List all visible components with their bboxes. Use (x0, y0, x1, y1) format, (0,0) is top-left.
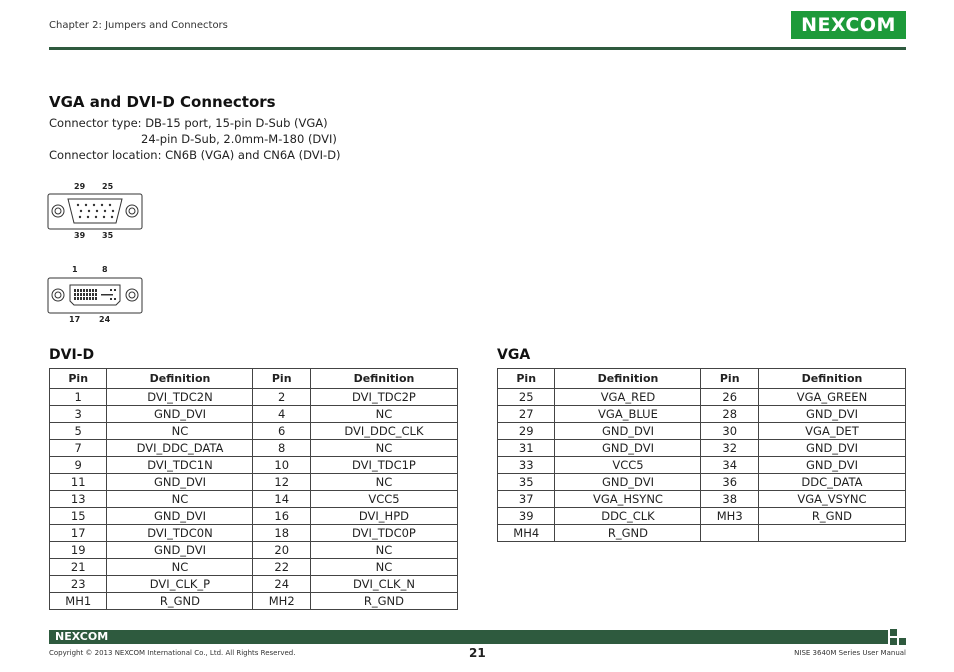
definition-cell: GND_DVI (555, 440, 701, 457)
vga-pin-label: 25 (102, 182, 114, 191)
pin-cell: 36 (701, 474, 758, 491)
table-row (50, 508, 458, 525)
nexcom-logo (791, 11, 906, 39)
connector-type-line-2: 24-pin D-Sub, 2.0mm-M-180 (DVI) (141, 132, 337, 146)
definition-cell: DVI_TDC2P (310, 389, 457, 406)
pin-cell: 23 (50, 576, 107, 593)
definition-cell: VGA_BLUE (555, 406, 701, 423)
footer-bar (49, 630, 888, 644)
pin-cell: 1 (50, 389, 107, 406)
table-row (50, 440, 458, 457)
table-row (50, 576, 458, 593)
pin-cell: 26 (701, 389, 758, 406)
definition-cell: DVI_CLK_N (310, 576, 457, 593)
definition-cell: DVI_TDC1N (107, 457, 253, 474)
definition-cell: DVI_TDC2N (107, 389, 253, 406)
table-row (498, 525, 906, 542)
pin-cell: 39 (498, 508, 555, 525)
section-title: VGA and DVI-D Connectors (49, 93, 276, 111)
pin-cell: 11 (50, 474, 107, 491)
column-header: Pin (253, 369, 310, 389)
pin-cell: 28 (701, 406, 758, 423)
definition-cell: GND_DVI (107, 542, 253, 559)
definition-cell: GND_DVI (555, 474, 701, 491)
definition-cell: NC (107, 559, 253, 576)
table-header-row (498, 369, 906, 389)
pin-cell: 38 (701, 491, 758, 508)
dvi-pin-label: 17 (69, 315, 81, 324)
table-row (498, 508, 906, 525)
definition-cell: R_GND (758, 508, 905, 525)
definition-cell: DVI_TDC1P (310, 457, 457, 474)
pin-cell: 10 (253, 457, 310, 474)
vga-pinout-table (497, 368, 906, 542)
table-row (498, 389, 906, 406)
table-row (50, 389, 458, 406)
definition-cell: GND_DVI (758, 440, 905, 457)
definition-cell: DVI_TDC0N (107, 525, 253, 542)
definition-cell: VGA_RED (555, 389, 701, 406)
definition-cell: DVI_DDC_DATA (107, 440, 253, 457)
definition-cell: VCC5 (555, 457, 701, 474)
definition-cell: VGA_GREEN (758, 389, 905, 406)
vga-connector-diagram (47, 193, 143, 230)
definition-cell: R_GND (310, 593, 457, 610)
definition-cell: GND_DVI (555, 423, 701, 440)
column-header: Definition (310, 369, 457, 389)
chapter-title: Chapter 2: Jumpers and Connectors (49, 20, 228, 31)
definition-cell: R_GND (107, 593, 253, 610)
pin-cell: 19 (50, 542, 107, 559)
table-row (50, 542, 458, 559)
table-row (50, 559, 458, 576)
pin-cell: 4 (253, 406, 310, 423)
definition-cell: GND_DVI (758, 406, 905, 423)
dvi-pin-label: 24 (99, 315, 111, 324)
table-row (50, 474, 458, 491)
definition-cell: VGA_HSYNC (555, 491, 701, 508)
vga-pin-label: 29 (74, 182, 86, 191)
table-row (50, 525, 458, 542)
vga-table-title: VGA (497, 347, 531, 363)
pin-cell: 13 (50, 491, 107, 508)
pin-cell: 33 (498, 457, 555, 474)
column-header: Definition (555, 369, 701, 389)
definition-cell: GND_DVI (107, 474, 253, 491)
logo-text: NEXCOM (801, 14, 896, 36)
copyright-text: Copyright © 2013 NEXCOM International Co., Ltd. All Rights Reserved. (49, 649, 296, 657)
definition-cell: DVI_HPD (310, 508, 457, 525)
pin-cell: 14 (253, 491, 310, 508)
pin-cell: 35 (498, 474, 555, 491)
pin-cell: 8 (253, 440, 310, 457)
table-row (498, 457, 906, 474)
vga-pin-label: 35 (102, 231, 114, 240)
table-row (50, 406, 458, 423)
manual-name: NISE 3640M Series User Manual (794, 649, 906, 657)
footer-logo: NEXCOM (55, 630, 109, 643)
pin-cell: 16 (253, 508, 310, 525)
definition-cell: NC (310, 474, 457, 491)
pin-cell: MH3 (701, 508, 758, 525)
header-rule (49, 47, 906, 50)
definition-cell: DVI_TDC0P (310, 525, 457, 542)
table-row (498, 440, 906, 457)
pin-cell: 6 (253, 423, 310, 440)
dvi-table-title: DVI-D (49, 347, 95, 363)
pin-cell: 21 (50, 559, 107, 576)
pin-cell: 29 (498, 423, 555, 440)
pin-cell (701, 525, 758, 542)
table-row (50, 593, 458, 610)
dvi-pin-label: 8 (102, 265, 108, 274)
definition-cell: NC (310, 559, 457, 576)
table-row (498, 423, 906, 440)
pin-cell: 31 (498, 440, 555, 457)
pin-cell: 22 (253, 559, 310, 576)
definition-cell: NC (107, 491, 253, 508)
pin-cell: MH2 (253, 593, 310, 610)
pin-cell: 2 (253, 389, 310, 406)
definition-cell: NC (310, 440, 457, 457)
definition-cell: DDC_DATA (758, 474, 905, 491)
table-row (50, 457, 458, 474)
pin-cell: 17 (50, 525, 107, 542)
definition-cell: DDC_CLK (555, 508, 701, 525)
column-header: Definition (107, 369, 253, 389)
connector-type-line: Connector type: DB-15 port, 15-pin D-Sub (VGA) (49, 116, 328, 130)
pin-cell: MH4 (498, 525, 555, 542)
definition-cell: NC (310, 406, 457, 423)
dvi-connector-diagram (47, 277, 143, 314)
pin-cell: 20 (253, 542, 310, 559)
pin-cell: 37 (498, 491, 555, 508)
pin-cell: 12 (253, 474, 310, 491)
vga-pin-label: 39 (74, 231, 86, 240)
pin-cell: 15 (50, 508, 107, 525)
dvi-pinout-table (49, 368, 458, 610)
pin-cell: 9 (50, 457, 107, 474)
definition-cell: NC (107, 423, 253, 440)
dvi-pin-label: 1 (72, 265, 78, 274)
column-header: Pin (498, 369, 555, 389)
definition-cell: VCC5 (310, 491, 457, 508)
definition-cell: GND_DVI (107, 406, 253, 423)
table-row (498, 474, 906, 491)
pin-cell: 7 (50, 440, 107, 457)
pin-cell: MH1 (50, 593, 107, 610)
column-header: Pin (50, 369, 107, 389)
pin-cell: 25 (498, 389, 555, 406)
definition-cell: DVI_DDC_CLK (310, 423, 457, 440)
definition-cell: GND_DVI (107, 508, 253, 525)
pin-cell: 18 (253, 525, 310, 542)
definition-cell: VGA_DET (758, 423, 905, 440)
pin-cell: 34 (701, 457, 758, 474)
table-row (50, 423, 458, 440)
definition-cell: R_GND (555, 525, 701, 542)
definition-cell: DVI_CLK_P (107, 576, 253, 593)
pin-cell: 3 (50, 406, 107, 423)
table-row (498, 491, 906, 508)
page-number: 21 (469, 646, 486, 660)
table-header-row (50, 369, 458, 389)
connector-location-line: Connector location: CN6B (VGA) and CN6A (DVI-D) (49, 148, 341, 162)
table-row (50, 491, 458, 508)
pin-cell: 24 (253, 576, 310, 593)
pin-cell: 32 (701, 440, 758, 457)
table-row (498, 406, 906, 423)
definition-cell: NC (310, 542, 457, 559)
pin-cell: 30 (701, 423, 758, 440)
definition-cell (758, 525, 905, 542)
column-header: Pin (701, 369, 758, 389)
pin-cell: 27 (498, 406, 555, 423)
definition-cell: VGA_VSYNC (758, 491, 905, 508)
definition-cell: GND_DVI (758, 457, 905, 474)
column-header: Definition (758, 369, 905, 389)
footer-squares-icon (890, 629, 906, 645)
pin-cell: 5 (50, 423, 107, 440)
